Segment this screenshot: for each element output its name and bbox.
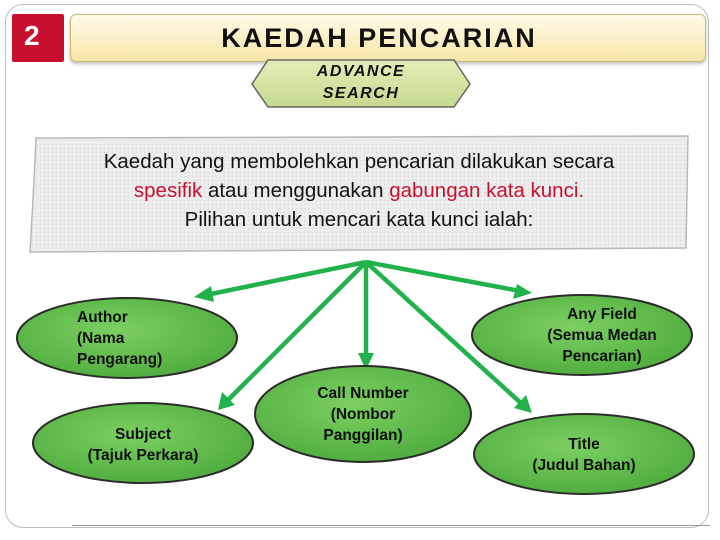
subject-line-1: Subject	[115, 426, 171, 443]
call-number-line-3: Panggilan)	[323, 427, 403, 444]
call-number-line-1: Call Number	[317, 385, 409, 402]
author-line-1: Author	[77, 309, 128, 326]
node-subject-label	[43, 424, 243, 466]
node-author-label	[77, 307, 162, 370]
badge-line-2: SEARCH	[322, 85, 400, 102]
node-call-number-label	[263, 383, 463, 446]
node-any-field-label	[502, 304, 702, 367]
title-line-2: (Judul Bahan)	[532, 457, 636, 474]
note-line-2	[30, 176, 688, 205]
any-field-line-1: Any Field	[567, 306, 637, 323]
highlight-spesifik: spesifik	[133, 179, 203, 202]
arrow-to-any-field	[366, 262, 520, 291]
any-field-line-3: Pencarian)	[562, 348, 642, 365]
any-field-line-2: (Semua Medan	[547, 327, 657, 344]
note-line-1: Kaedah yang membolehkan pencarian dilakukan secara	[103, 150, 615, 173]
title-line-1: Title	[568, 436, 600, 453]
arrow-head-author	[194, 286, 214, 302]
slide-title: KAEDAH PENCARIAN	[221, 22, 537, 53]
node-title-label	[484, 434, 684, 476]
call-number-line-2: (Nombor	[330, 406, 396, 423]
author-line-3: Pengarang)	[77, 351, 163, 368]
author-line-2: (Nama	[77, 330, 125, 347]
description-note	[30, 136, 688, 250]
subject-line-2: (Tajuk Perkara)	[87, 447, 199, 464]
slide-number: 2	[24, 20, 40, 51]
arrow-head-any-field	[513, 284, 532, 299]
advance-search-badge	[258, 61, 464, 105]
highlight-gabungan: gabungan kata kunci.	[389, 179, 585, 202]
note-line-2-middle: atau menggunakan	[202, 179, 390, 202]
arrow-to-author	[206, 262, 366, 295]
badge-line-1: ADVANCE	[316, 63, 406, 80]
note-line-3: Pilihan untuk mencari kata kunci ialah:	[184, 208, 534, 231]
